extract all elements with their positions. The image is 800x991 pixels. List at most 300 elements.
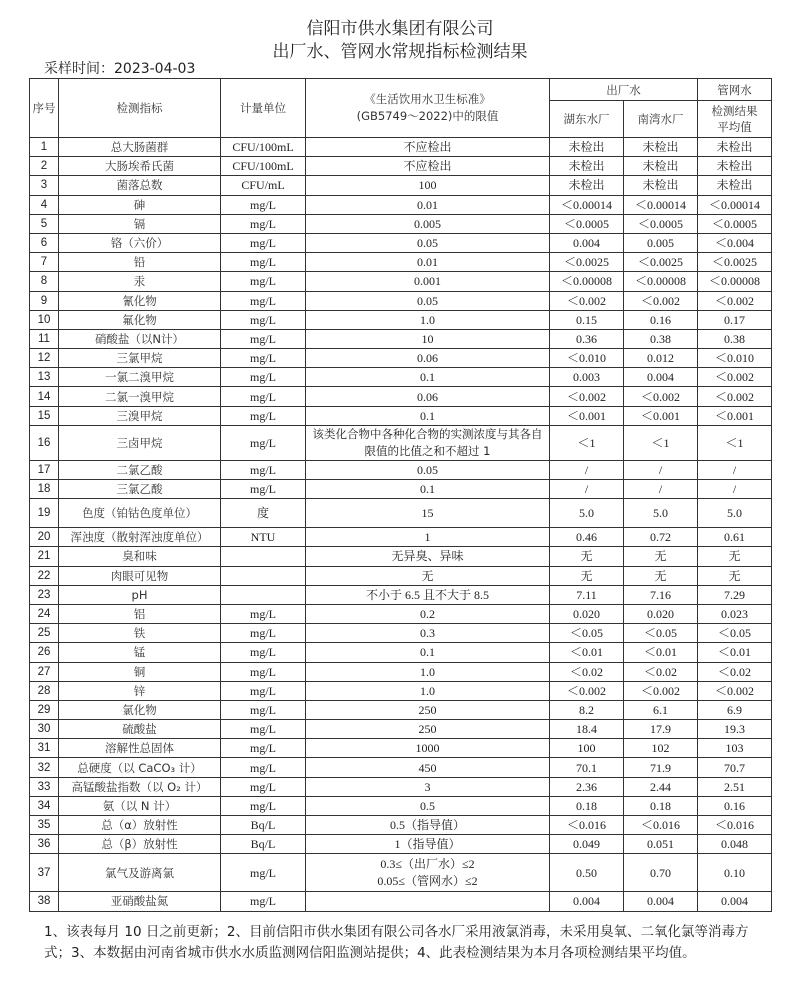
nanwan-value: 2.44 xyxy=(624,777,698,796)
network-avg-value: 2.51 xyxy=(698,777,772,796)
indicator-name: 铁 xyxy=(59,624,221,643)
hudong-value: ＜0.02 xyxy=(550,662,624,681)
standard-limit: 0.2 xyxy=(306,604,550,623)
standard-limit: 3 xyxy=(306,777,550,796)
network-avg-value: 0.023 xyxy=(698,604,772,623)
indicator-name: 汞 xyxy=(59,272,221,291)
standard-limit: 0.3 xyxy=(306,624,550,643)
network-avg-value: 0.17 xyxy=(698,310,772,329)
header-network-avg-line1: 检测结果 xyxy=(711,104,758,118)
unit: mg/L xyxy=(221,460,306,479)
indicator-name: 硫酸盐 xyxy=(59,720,221,739)
unit: mg/L xyxy=(221,387,306,406)
row-number: 24 xyxy=(30,604,59,623)
table-row xyxy=(30,566,772,585)
hudong-value: 0.020 xyxy=(550,604,624,623)
indicator-name: 铬（六价） xyxy=(59,233,221,252)
nanwan-value: 无 xyxy=(624,547,698,566)
row-number: 28 xyxy=(30,681,59,700)
table-row xyxy=(30,368,772,387)
table-row xyxy=(30,681,772,700)
indicator-name: 总（β）放射性 xyxy=(59,835,221,854)
standard-limit: 10 xyxy=(306,329,550,348)
unit: mg/L xyxy=(221,368,306,387)
unit: mg/L xyxy=(221,349,306,368)
indicator-name: 总（α）放射性 xyxy=(59,816,221,835)
network-avg-value: ＜0.0025 xyxy=(698,253,772,272)
row-number: 5 xyxy=(30,214,59,233)
nanwan-value: ＜0.05 xyxy=(624,624,698,643)
header-hudong: 湖东水厂 xyxy=(550,101,624,138)
table-row xyxy=(30,157,772,176)
unit: mg/L xyxy=(221,777,306,796)
standard-limit: 0.001 xyxy=(306,272,550,291)
indicator-name: 氟化物 xyxy=(59,310,221,329)
table-row xyxy=(30,835,772,854)
hudong-value: 0.15 xyxy=(550,310,624,329)
nanwan-value: 0.38 xyxy=(624,329,698,348)
table-row xyxy=(30,643,772,662)
nanwan-value: 0.051 xyxy=(624,835,698,854)
sample-time: 采样时间：2023-04-03 xyxy=(44,61,196,77)
nanwan-value: 0.020 xyxy=(624,604,698,623)
nanwan-value: ＜0.00014 xyxy=(624,195,698,214)
nanwan-value: / xyxy=(624,460,698,479)
table-row xyxy=(30,777,772,796)
network-avg-value: 无 xyxy=(698,547,772,566)
unit: mg/L xyxy=(221,425,306,460)
hudong-value: 5.0 xyxy=(550,499,624,528)
row-number: 30 xyxy=(30,720,59,739)
hudong-value: 0.004 xyxy=(550,233,624,252)
hudong-value: 无 xyxy=(550,566,624,585)
standard-limit: 0.01 xyxy=(306,195,550,214)
standard-limit: 1.0 xyxy=(306,681,550,700)
standard-limit: 无 xyxy=(306,566,550,585)
row-number: 20 xyxy=(30,528,59,547)
row-number: 14 xyxy=(30,387,59,406)
hudong-value: ＜0.016 xyxy=(550,816,624,835)
table-row xyxy=(30,329,772,348)
network-avg-value: ＜0.001 xyxy=(698,406,772,425)
unit: mg/L xyxy=(221,624,306,643)
network-avg-value: ＜0.010 xyxy=(698,349,772,368)
unit: Bq/L xyxy=(221,835,306,854)
hudong-value: 未检出 xyxy=(550,157,624,176)
unit: mg/L xyxy=(221,643,306,662)
unit: mg/L xyxy=(221,329,306,348)
row-number: 3 xyxy=(30,176,59,195)
hudong-value: 7.11 xyxy=(550,585,624,604)
row-number: 32 xyxy=(30,758,59,777)
indicator-name: 高锰酸盐指数（以 O₂ 计） xyxy=(59,777,221,796)
header-network-water: 管网水 xyxy=(698,79,772,101)
indicator-name: 氨（以 N 计） xyxy=(59,796,221,815)
standard-limit: 1.0 xyxy=(306,662,550,681)
standard-limit-line2: 0.05≤（管网水）≤2 xyxy=(377,873,478,888)
table-row xyxy=(30,585,772,604)
indicator-name: 氯化物 xyxy=(59,700,221,719)
network-avg-value: ＜0.002 xyxy=(698,368,772,387)
table-row xyxy=(30,233,772,252)
hudong-value: 0.049 xyxy=(550,835,624,854)
indicator-name: 总大肠菌群 xyxy=(59,138,221,157)
network-avg-value: 未检出 xyxy=(698,176,772,195)
table-row xyxy=(30,662,772,681)
table-row xyxy=(30,272,772,291)
unit xyxy=(221,547,306,566)
table-row xyxy=(30,758,772,777)
table-row xyxy=(30,406,772,425)
indicator-name: 三卤甲烷 xyxy=(59,425,221,460)
row-number: 26 xyxy=(30,643,59,662)
network-avg-value: 0.38 xyxy=(698,329,772,348)
unit: mg/L xyxy=(221,480,306,499)
unit: mg/L xyxy=(221,796,306,815)
hudong-value: ＜0.01 xyxy=(550,643,624,662)
unit: mg/L xyxy=(221,406,306,425)
nanwan-value: 未检出 xyxy=(624,176,698,195)
unit: mg/L xyxy=(221,195,306,214)
header-limit xyxy=(306,79,550,138)
unit: mg/L xyxy=(221,700,306,719)
unit xyxy=(221,585,306,604)
standard-limit xyxy=(306,854,550,892)
nanwan-value: ＜0.02 xyxy=(624,662,698,681)
water-quality-table xyxy=(29,78,772,912)
standard-limit-line1: 0.3≤（出厂水）≤2 xyxy=(380,856,475,871)
indicator-name: 大肠埃希氏菌 xyxy=(59,157,221,176)
network-avg-value: 19.3 xyxy=(698,720,772,739)
network-avg-value: ＜0.002 xyxy=(698,681,772,700)
hudong-value: 8.2 xyxy=(550,700,624,719)
table-row xyxy=(30,528,772,547)
nanwan-value: ＜0.002 xyxy=(624,387,698,406)
network-avg-value: 0.61 xyxy=(698,528,772,547)
network-avg-value: ＜0.00014 xyxy=(698,195,772,214)
unit: mg/L xyxy=(221,720,306,739)
standard-limit: 15 xyxy=(306,499,550,528)
table-row xyxy=(30,480,772,499)
row-number: 33 xyxy=(30,777,59,796)
row-number: 17 xyxy=(30,460,59,479)
row-number: 38 xyxy=(30,892,59,911)
unit: mg/L xyxy=(221,892,306,911)
row-number: 29 xyxy=(30,700,59,719)
nanwan-value: ＜0.01 xyxy=(624,643,698,662)
network-avg-value: ＜0.0005 xyxy=(698,214,772,233)
indicator-name: 臭和味 xyxy=(59,547,221,566)
table-row xyxy=(30,499,772,528)
unit: mg/L xyxy=(221,739,306,758)
network-avg-value: ＜0.002 xyxy=(698,291,772,310)
nanwan-value: 0.004 xyxy=(624,368,698,387)
table-row xyxy=(30,796,772,815)
unit: mg/L xyxy=(221,604,306,623)
table-row xyxy=(30,253,772,272)
network-avg-value: 103 xyxy=(698,739,772,758)
hudong-value: ＜0.00008 xyxy=(550,272,624,291)
table-row xyxy=(30,425,772,460)
standard-limit: 不应检出 xyxy=(306,157,550,176)
network-avg-value: 6.9 xyxy=(698,700,772,719)
hudong-value: 0.36 xyxy=(550,329,624,348)
nanwan-value: 7.16 xyxy=(624,585,698,604)
unit: CFU/100mL xyxy=(221,157,306,176)
standard-limit: 0.06 xyxy=(306,349,550,368)
unit xyxy=(221,566,306,585)
nanwan-value: 未检出 xyxy=(624,138,698,157)
indicator-name: 亚硝酸盐氮 xyxy=(59,892,221,911)
table-body xyxy=(30,138,772,912)
footnotes: 1、该表每月 10 日之前更新；2、目前信阳市供水集团有限公司各水厂采用液氯消毒，未采用臭氧、二氧化氯等消毒方式；3、本数据由河南省城市供水水质监测网信阳监测站提供；4、此表检测结果为本月各项检测结果平均值。 xyxy=(44,924,749,961)
hudong-value: 未检出 xyxy=(550,176,624,195)
table-row xyxy=(30,547,772,566)
unit: mg/L xyxy=(221,310,306,329)
indicator-name: 总硬度（以 CaCO₃ 计） xyxy=(59,758,221,777)
standard-limit: 0.1 xyxy=(306,480,550,499)
table-row xyxy=(30,387,772,406)
standard-limit: 1 xyxy=(306,528,550,547)
nanwan-value: 0.18 xyxy=(624,796,698,815)
row-number: 11 xyxy=(30,329,59,348)
standard-limit: 0.1 xyxy=(306,643,550,662)
indicator-name: 氰化物 xyxy=(59,291,221,310)
unit: mg/L xyxy=(221,758,306,777)
indicator-name: pH xyxy=(59,585,221,604)
hudong-value: 未检出 xyxy=(550,138,624,157)
row-number: 7 xyxy=(30,253,59,272)
table-row xyxy=(30,624,772,643)
indicator-name: 氯气及游离氯 xyxy=(59,854,221,892)
nanwan-value: 0.012 xyxy=(624,349,698,368)
nanwan-value: ＜0.0025 xyxy=(624,253,698,272)
row-number: 10 xyxy=(30,310,59,329)
unit: Bq/L xyxy=(221,816,306,835)
table-row xyxy=(30,310,772,329)
hudong-value: ＜0.002 xyxy=(550,681,624,700)
header-unit: 计量单位 xyxy=(221,79,306,138)
standard-limit: 1（指导值） xyxy=(306,835,550,854)
network-avg-value: 未检出 xyxy=(698,157,772,176)
network-avg-value: 未检出 xyxy=(698,138,772,157)
unit: mg/L xyxy=(221,214,306,233)
header-network-avg xyxy=(698,101,772,138)
row-number: 15 xyxy=(30,406,59,425)
standard-limit: 0.01 xyxy=(306,253,550,272)
indicator-name: 镉 xyxy=(59,214,221,233)
table-row xyxy=(30,816,772,835)
network-avg-value: ＜0.02 xyxy=(698,662,772,681)
unit: NTU xyxy=(221,528,306,547)
standard-limit: 0.05 xyxy=(306,233,550,252)
network-avg-value: 无 xyxy=(698,566,772,585)
hudong-value: 0.004 xyxy=(550,892,624,911)
header-no: 序号 xyxy=(30,79,59,138)
nanwan-value: ＜0.002 xyxy=(624,681,698,700)
unit: mg/L xyxy=(221,854,306,892)
row-number: 8 xyxy=(30,272,59,291)
row-number: 16 xyxy=(30,425,59,460)
hudong-value: 0.46 xyxy=(550,528,624,547)
nanwan-value: 0.16 xyxy=(624,310,698,329)
row-number: 27 xyxy=(30,662,59,681)
network-avg-value: ＜0.05 xyxy=(698,624,772,643)
row-number: 6 xyxy=(30,233,59,252)
nanwan-value: 17.9 xyxy=(624,720,698,739)
nanwan-value: / xyxy=(624,480,698,499)
header-limit-line2: (GB5749～2022)中的限值 xyxy=(356,109,499,123)
hudong-value: 0.18 xyxy=(550,796,624,815)
unit: mg/L xyxy=(221,272,306,291)
unit: mg/L xyxy=(221,662,306,681)
row-number: 4 xyxy=(30,195,59,214)
header-limit-line1: 《生活饮用水卫生标准》 xyxy=(364,92,491,106)
nanwan-value: ＜0.00008 xyxy=(624,272,698,291)
indicator-name: 锌 xyxy=(59,681,221,700)
network-avg-value: 0.10 xyxy=(698,854,772,892)
indicator-name: 色度（铂钴色度单位） xyxy=(59,499,221,528)
standard-limit: 0.05 xyxy=(306,460,550,479)
row-number: 37 xyxy=(30,854,59,892)
standard-limit: 无异臭、异味 xyxy=(306,547,550,566)
standard-limit: 0.5 xyxy=(306,796,550,815)
table-row xyxy=(30,604,772,623)
row-number: 25 xyxy=(30,624,59,643)
indicator-name: 砷 xyxy=(59,195,221,214)
hudong-value: 18.4 xyxy=(550,720,624,739)
company-title: 信阳市供水集团有限公司 xyxy=(306,19,494,39)
nanwan-value: 无 xyxy=(624,566,698,585)
hudong-value: ＜0.010 xyxy=(550,349,624,368)
network-avg-value: 5.0 xyxy=(698,499,772,528)
indicator-name: 溶解性总固体 xyxy=(59,739,221,758)
row-number: 9 xyxy=(30,291,59,310)
hudong-value: 0.50 xyxy=(550,854,624,892)
nanwan-value: ＜0.0005 xyxy=(624,214,698,233)
network-avg-value: 0.16 xyxy=(698,796,772,815)
row-number: 34 xyxy=(30,796,59,815)
nanwan-value: ＜0.001 xyxy=(624,406,698,425)
hudong-value: ＜0.002 xyxy=(550,291,624,310)
hudong-value: ＜0.05 xyxy=(550,624,624,643)
network-avg-value: 7.29 xyxy=(698,585,772,604)
row-number: 18 xyxy=(30,480,59,499)
hudong-value: / xyxy=(550,460,624,479)
hudong-value: ＜0.002 xyxy=(550,387,624,406)
indicator-name: 二氯乙酸 xyxy=(59,460,221,479)
hudong-value: ＜0.0005 xyxy=(550,214,624,233)
indicator-name: 锰 xyxy=(59,643,221,662)
unit: mg/L xyxy=(221,253,306,272)
standard-limit: 0.005 xyxy=(306,214,550,233)
standard-limit: 该类化合物中各种化合物的实测浓度与其各自限值的比值之和不超过 1 xyxy=(306,425,550,460)
indicator-name: 铝 xyxy=(59,604,221,623)
hudong-value: 无 xyxy=(550,547,624,566)
row-number: 2 xyxy=(30,157,59,176)
table-row xyxy=(30,349,772,368)
nanwan-value: 6.1 xyxy=(624,700,698,719)
table-row xyxy=(30,460,772,479)
indicator-name: 三氯乙酸 xyxy=(59,480,221,499)
unit: mg/L xyxy=(221,233,306,252)
standard-limit: 不小于 6.5 且不大于 8.5 xyxy=(306,585,550,604)
hudong-value: / xyxy=(550,480,624,499)
row-number: 36 xyxy=(30,835,59,854)
nanwan-value: 0.005 xyxy=(624,233,698,252)
indicator-name: 铜 xyxy=(59,662,221,681)
nanwan-value: 71.9 xyxy=(624,758,698,777)
table-row xyxy=(30,138,772,157)
report-title: 出厂水、管网水常规指标检测结果 xyxy=(272,42,528,62)
standard-limit: 不应检出 xyxy=(306,138,550,157)
standard-limit: 100 xyxy=(306,176,550,195)
standard-limit: 250 xyxy=(306,700,550,719)
nanwan-value: 0.72 xyxy=(624,528,698,547)
network-avg-value: ＜1 xyxy=(698,425,772,460)
table-row xyxy=(30,214,772,233)
unit: mg/L xyxy=(221,681,306,700)
table-row xyxy=(30,195,772,214)
row-number: 21 xyxy=(30,547,59,566)
table-row xyxy=(30,720,772,739)
header-factory-water: 出厂水 xyxy=(550,79,698,101)
network-avg-value: 0.004 xyxy=(698,892,772,911)
standard-limit: 0.05 xyxy=(306,291,550,310)
standard-limit: 250 xyxy=(306,720,550,739)
unit: CFU/mL xyxy=(221,176,306,195)
network-avg-value: ＜0.004 xyxy=(698,233,772,252)
table-row xyxy=(30,739,772,758)
nanwan-value: 5.0 xyxy=(624,499,698,528)
header-network-avg-line2: 平均值 xyxy=(717,120,752,134)
hudong-value: 100 xyxy=(550,739,624,758)
unit: 度 xyxy=(221,499,306,528)
indicator-name: 硝酸盐（以N计） xyxy=(59,329,221,348)
hudong-value: ＜0.0025 xyxy=(550,253,624,272)
indicator-name: 菌落总数 xyxy=(59,176,221,195)
nanwan-value: 102 xyxy=(624,739,698,758)
indicator-name: 二氯一溴甲烷 xyxy=(59,387,221,406)
nanwan-value: ＜0.002 xyxy=(624,291,698,310)
network-avg-value: ＜0.00008 xyxy=(698,272,772,291)
network-avg-value: ＜0.01 xyxy=(698,643,772,662)
network-avg-value: ＜0.002 xyxy=(698,387,772,406)
hudong-value: ＜0.00014 xyxy=(550,195,624,214)
hudong-value: ＜1 xyxy=(550,425,624,460)
row-number: 19 xyxy=(30,499,59,528)
nanwan-value: ＜1 xyxy=(624,425,698,460)
nanwan-value: 0.004 xyxy=(624,892,698,911)
unit: mg/L xyxy=(221,291,306,310)
network-avg-value: 0.048 xyxy=(698,835,772,854)
row-number: 13 xyxy=(30,368,59,387)
table-row xyxy=(30,291,772,310)
unit: CFU/100mL xyxy=(221,138,306,157)
row-number: 35 xyxy=(30,816,59,835)
indicator-name: 三氯甲烷 xyxy=(59,349,221,368)
network-avg-value: 70.7 xyxy=(698,758,772,777)
network-avg-value: ＜0.016 xyxy=(698,816,772,835)
header-nanwan: 南湾水厂 xyxy=(624,101,698,138)
header-indicator: 检测指标 xyxy=(59,79,221,138)
row-number: 23 xyxy=(30,585,59,604)
table-row xyxy=(30,892,772,911)
standard-limit: 0.06 xyxy=(306,387,550,406)
indicator-name: 铅 xyxy=(59,253,221,272)
hudong-value: 0.003 xyxy=(550,368,624,387)
nanwan-value: 0.70 xyxy=(624,854,698,892)
